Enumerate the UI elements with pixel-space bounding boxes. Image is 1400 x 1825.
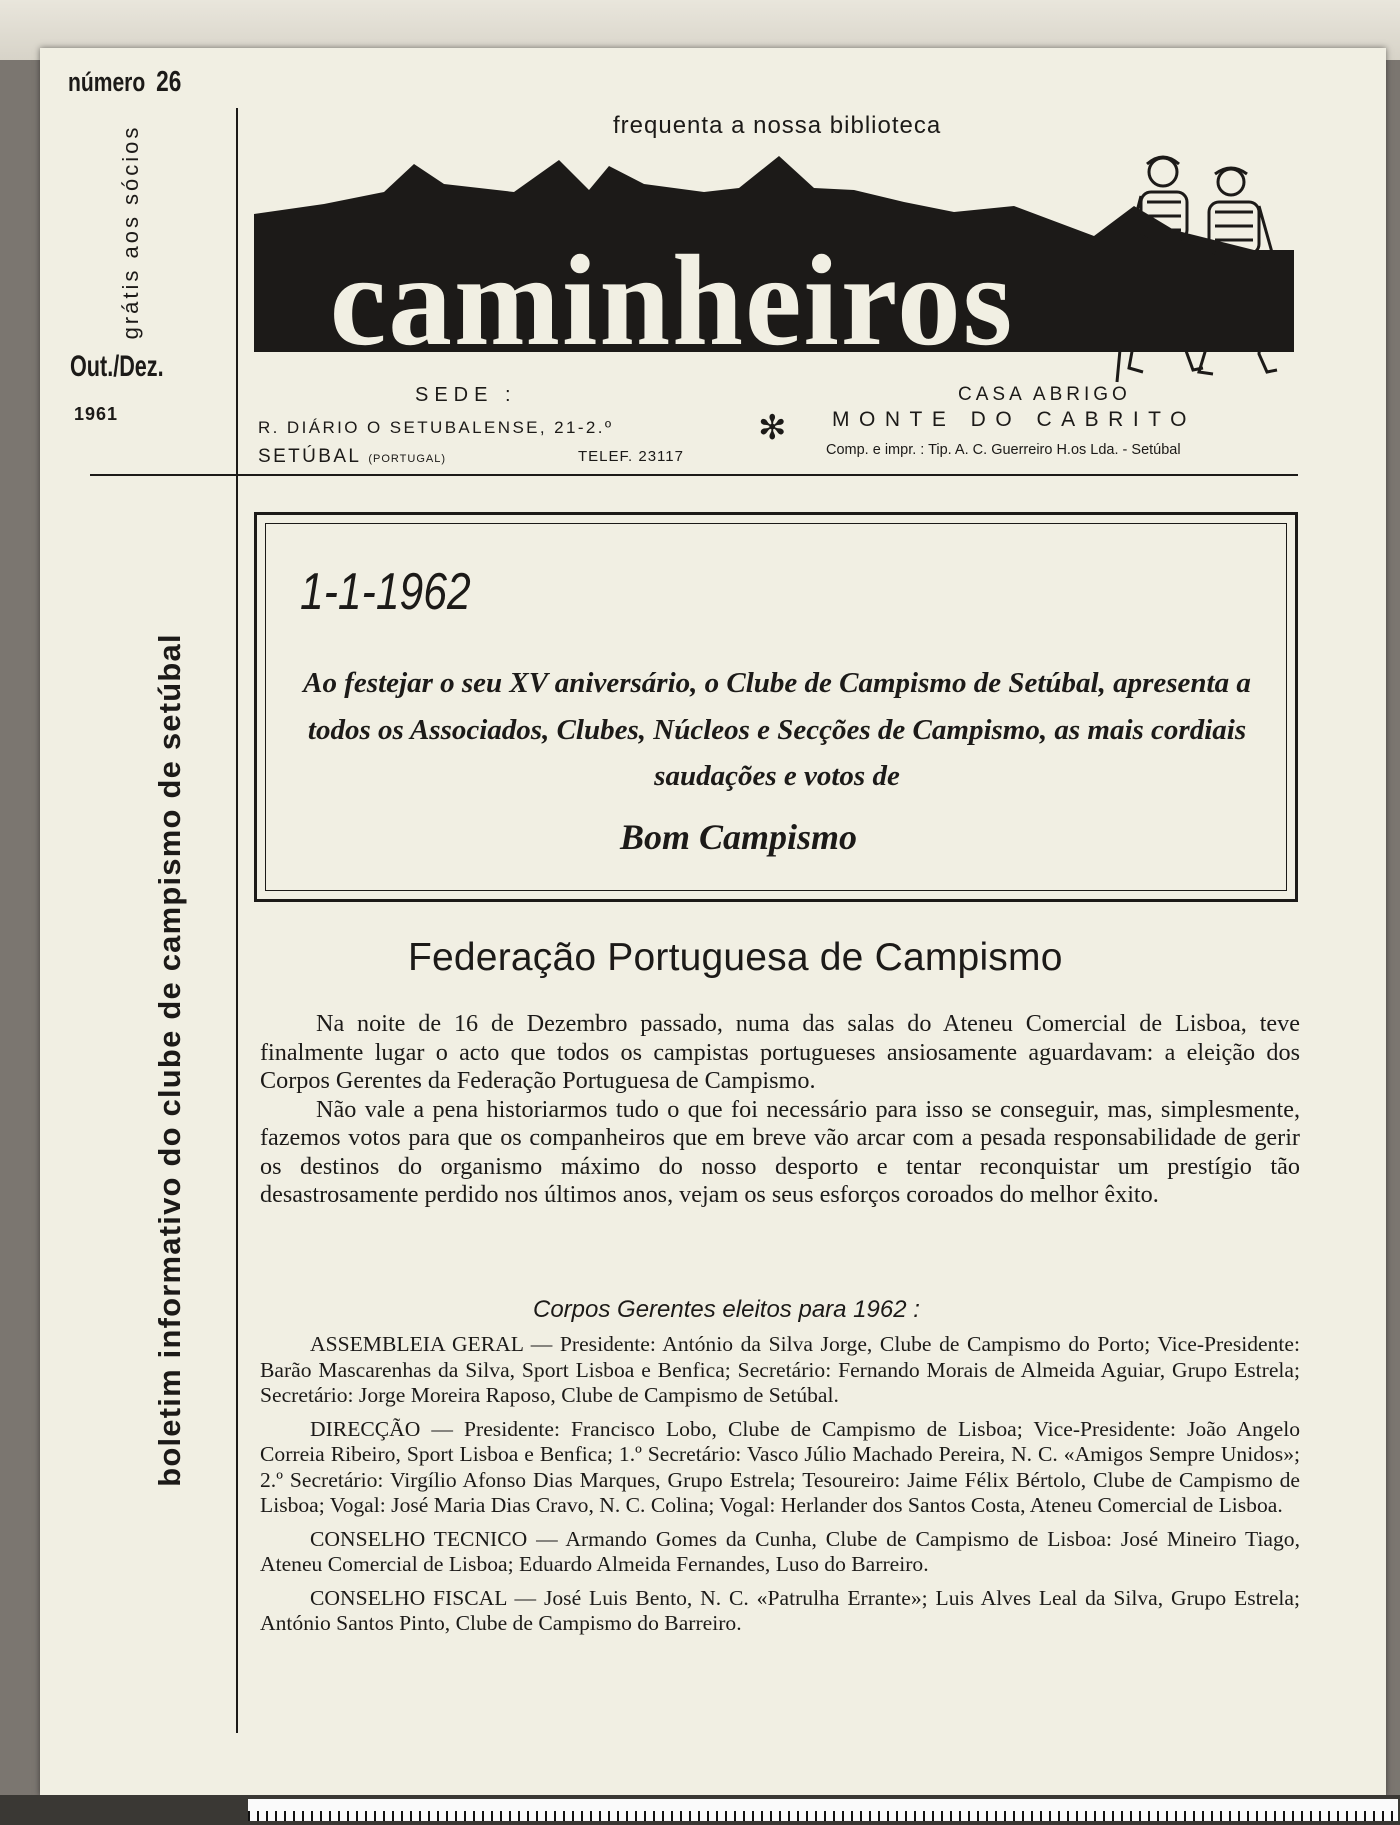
hikers-icon bbox=[1103, 146, 1283, 386]
issue-label: número bbox=[68, 67, 146, 97]
issue-number-value: 26 bbox=[156, 66, 182, 98]
sede-city bbox=[258, 446, 446, 468]
article-title: Federação Portuguesa de Campismo bbox=[408, 936, 1063, 979]
officers-technical-council: CONSELHO TECNICO — Armando Gomes da Cunha, Clube de Campismo de Lisboa: José Mineiro Tiago, Ateneu Comercial de Lisboa; Eduardo Almeida Fernandes, Luso do Barreiro. bbox=[260, 1526, 1300, 1576]
issue-period: Out./Dez. bbox=[70, 350, 164, 383]
sede-country: (PORTUGAL) bbox=[368, 453, 447, 465]
scan-scale-cap bbox=[248, 1799, 1398, 1811]
free-note-text: grátis aos sócios bbox=[118, 124, 143, 340]
bulletin-title bbox=[140, 500, 200, 1620]
greeting-wish: Bom Campismo bbox=[620, 817, 858, 857]
officers-direction: DIRECÇÃO — Presidente: Francisco Lobo, Clube de Campismo de Lisboa; Vice-Presidente: João Angelo Correia Ribeiro, Sport Lisboa e Benfica; 1.º Secretário: Vasco Júlio Machado Pereira, N. C. «Amigos Sempre Unidos»; 2.º Secretário: Virgílio Afonso Dias Marques, Grupo Estrela; Tesoureiro: Jaime Félix Bértolo, Clube de Campismo de Lisboa; Vogal: José Maria Dias Cravo, N. C. Colina; Vogal: Herlander dos Santos Costa, Ateneu Comercial de Lisboa. bbox=[260, 1416, 1300, 1517]
issue-year: 1961 bbox=[74, 404, 119, 424]
article-paragraph: Na noite de 16 de Dezembro passado, numa das salas do Ateneu Comercial de Lisboa, teve finalmente lugar o acto que todos os campistas portugueses ansiosamente aguardavam: a eleição dos Corpos Gerentes da Federação Portuguesa de Campismo. bbox=[260, 1010, 1300, 1094]
casa-abrigo-place: MONTE DO CABRITO bbox=[832, 408, 1196, 431]
asterisk-icon: ✻ bbox=[758, 408, 787, 448]
article-body bbox=[260, 1010, 1300, 1210]
sede-city-name: SETÚBAL bbox=[258, 446, 361, 467]
sede-label: SEDE : bbox=[415, 384, 517, 406]
bulletin-title-text: boletim informativo do clube de campismo de setúbal bbox=[152, 633, 187, 1487]
printer-credit: Comp. e impr. : Tip. A. C. Guerreiro H.os Lda. - Setúbal bbox=[826, 442, 1181, 458]
left-column-rule bbox=[236, 108, 238, 1733]
free-note bbox=[110, 72, 152, 392]
masthead-rule bbox=[90, 474, 1298, 476]
masthead-logo: caminheiros bbox=[329, 229, 1015, 373]
sede-address: R. DIÁRIO O SETUBALENSE, 21-2.º bbox=[258, 418, 614, 437]
officers-list bbox=[260, 1332, 1300, 1645]
officers-fiscal-council: CONSELHO FISCAL — José Luis Bento, N. C. «Patrulha Errante»; Luis Alves Leal da Silva, Grupo Estrela; António Santos Pinto, Clube de Campismo do Barreiro. bbox=[260, 1585, 1300, 1635]
greeting-text: Ao festejar o seu XV aniversário, o Clube de Campismo de Setúbal, apresenta a todos os Associados, Clubes, Núcleos e Secções de Campismo, as mais cordiais saudações e votos de bbox=[303, 667, 1251, 792]
greeting-date: 1-1-1962 bbox=[300, 563, 471, 621]
article-paragraph: Não vale a pena historiarmos tudo o que foi necessário para isso se conseguir, mas, simplesmente, fazemos votos para que os companheiros que em breve vão arcar com a pesada responsabilidade de gerir os destinos do organismo máximo do nosso desporto e tentar reconquistar um prestígio tão desastrosamente perdido nos últimos anos, vejam os seus esforços coroados do melhor êxito. bbox=[260, 1095, 1300, 1208]
masthead-tagline: frequenta a nossa biblioteca bbox=[613, 112, 942, 139]
sede-phone: TELEF. 23117 bbox=[578, 448, 684, 465]
casa-abrigo-label: CASA ABRIGO bbox=[958, 384, 1131, 405]
officers-assembly: ASSEMBLEIA GERAL — Presidente: António da Silva Jorge, Clube de Campismo do Porto; Vice-Presidente: Barão Mascarenhas da Silva, Sport Lisboa e Benfica; Secretário: Fernando Morais de Almeida Aguiar, Grupo Estrela; Secretário: Jorge Moreira Raposo, Clube de Campismo de Setúbal. bbox=[260, 1332, 1300, 1407]
officers-heading: Corpos Gerentes eleitos para 1962 : bbox=[533, 1296, 920, 1323]
